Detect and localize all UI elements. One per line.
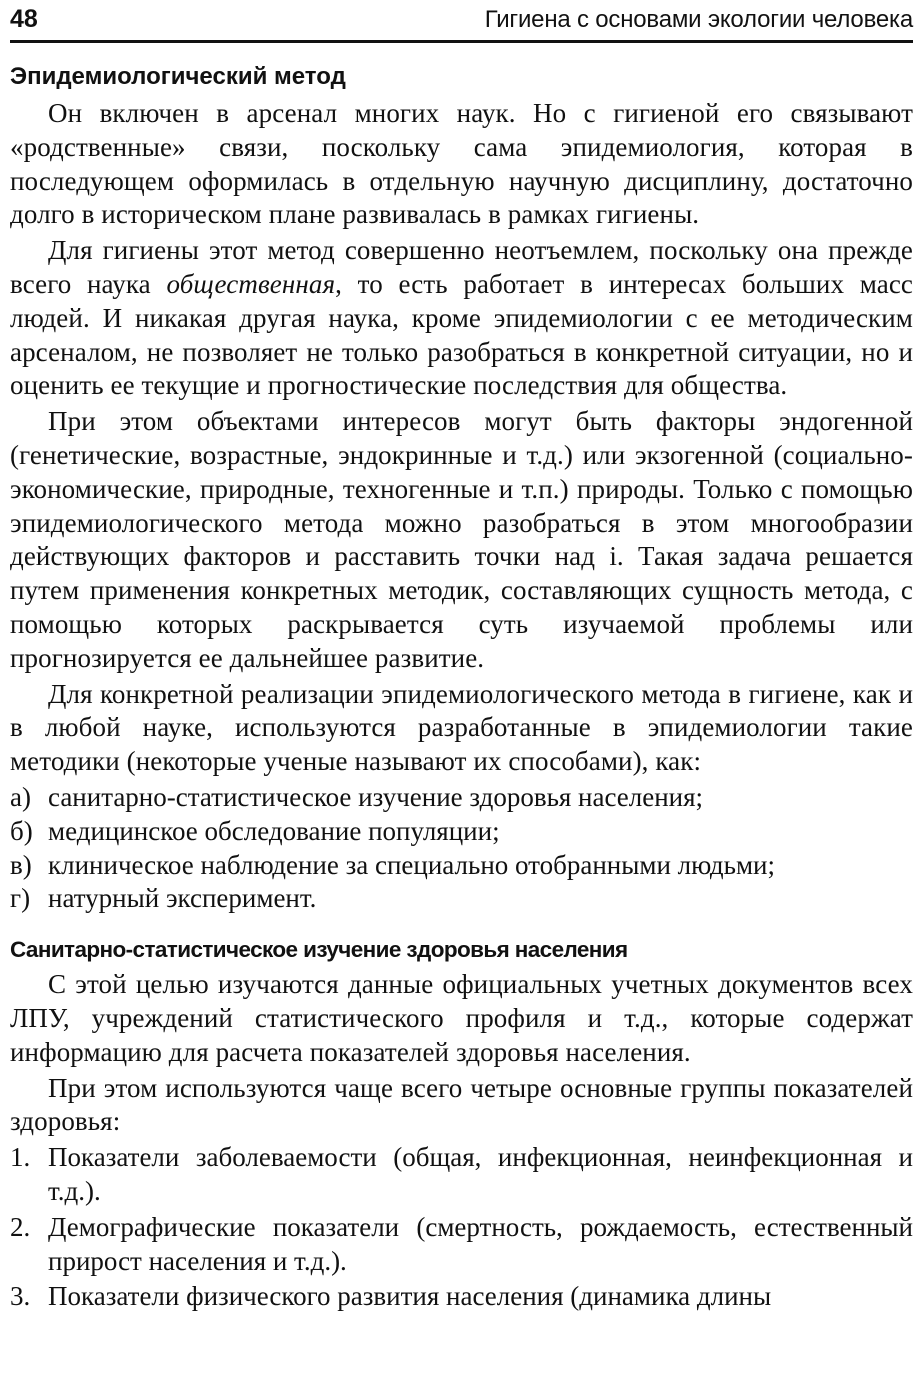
- emphasized-term: общественная: [166, 268, 336, 299]
- indicators-list: [10, 1141, 913, 1314]
- paragraph: Для конкретной реализации эпидемиологического метода в гигиене, как и в любой науке, используются разработанные в эпидемиологии такие методики (некоторые ученые называют их способами), как:: [10, 678, 913, 777]
- list-marker: 1.: [10, 1142, 31, 1173]
- list-marker: 3.: [10, 1281, 31, 1312]
- list-item-text: натурный эксперимент.: [48, 883, 317, 914]
- paragraph: С этой целью изучаются данные официальных учетных документов всех ЛПУ, учреждений статистического профиля и т.д., которые содержат информацию для расчета показателей здоровья населения.: [10, 969, 913, 1067]
- list-marker: в): [10, 849, 32, 880]
- paragraph: [10, 234, 913, 403]
- list-item-text: Демографические показатели (смертность, рождаемость, естественный прирост населения и т.д.).: [48, 1211, 913, 1276]
- running-title: Гигиена с основами экологии человека: [484, 6, 913, 33]
- running-header: [10, 0, 913, 43]
- list-item-text: Показатели заболеваемости (общая, инфекционная, неинфекционная и т.д.).: [48, 1142, 913, 1206]
- list-marker: г): [10, 883, 31, 914]
- paragraph: При этом используются чаще всего четыре основные группы показателей здоровья:: [10, 1072, 913, 1137]
- list-item: [10, 1280, 913, 1314]
- book-page: [10, 0, 913, 1316]
- paragraph: При этом объектами интересов могут быть факторы эндогенной (генетические, возрастные, эндокринные и т.д.) или экзогенной (социально-экономические, природные, техногенные и т.п.) природы. Только с помощью эпидемиологического метода можно разобраться в этом многообразии действующих факторов и расставить точки над i. Такая задача решается путем применения конкретных методик, составляющих сущность метода, с помощью которых раскрывается суть изучаемой проблемы или прогнозируется ее дальнейшее развитие.: [10, 406, 913, 673]
- methods-list: [10, 781, 913, 916]
- paragraph-text: , то есть работает в интересах больших масс людей. И никакая другая наука, кроме эпидемиологии с ее методическим арсеналом, не позволяет не только разобраться в конкретной ситуации, но и оценить ее текущие и прогностические последствия для общества.: [10, 268, 914, 401]
- list-item: [10, 1211, 913, 1279]
- section-heading: Эпидемиологический метод: [10, 63, 346, 90]
- list-item-text: медицинское обследование популяции;: [48, 815, 500, 846]
- list-item-text: Показатели физического развития населения (динамика длины: [48, 1281, 772, 1312]
- paragraph-text: Для гигиены этот метод совершенно неотъемлем, поскольку она прежде всего наука: [10, 235, 913, 299]
- list-item: [10, 882, 913, 916]
- list-item: [10, 849, 913, 883]
- list-item: [10, 781, 913, 815]
- subsection-heading: Санитарно-статистическое изучение здоровья населения: [10, 937, 628, 963]
- list-marker: 2.: [10, 1211, 31, 1242]
- list-marker: а): [10, 781, 31, 812]
- list-marker: б): [10, 815, 33, 846]
- page-number: 48: [10, 5, 38, 33]
- list-item: [10, 815, 913, 849]
- list-item-text: санитарно-статистическое изучение здоровья населения;: [48, 781, 704, 812]
- list-item: [10, 1141, 913, 1209]
- paragraph: Он включен в арсенал многих наук. Но с гигиеной его связывают «родственные» связи, поскольку сама эпидемиология, которая в последующем оформилась в отдельную научную дисциплину, достаточно долго в историческом плане развивалась в рамках гигиены.: [10, 98, 913, 230]
- list-item-text: клиническое наблюдение за специально отобранными людьми;: [48, 849, 776, 880]
